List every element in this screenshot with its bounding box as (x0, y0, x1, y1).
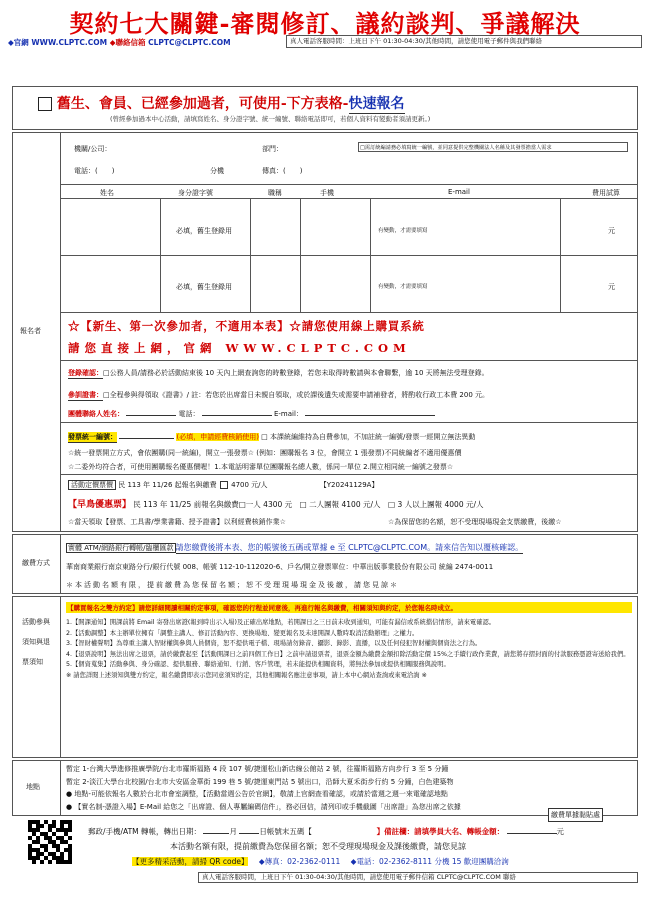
rules-head: 【購買報名之雙方約定】請您詳細閱讀相關約定事項，確認您的行程並同意後，再進行報名與繳費，相關須知與約定，於您報名時成立。 (66, 602, 632, 613)
location-item: ● 【實名制-憑證入場】E-Mail 給您之「出席證、個人專屬編碼信件」，務必回信，請列印或手機截圖「出席證」為您出席之依據 (66, 802, 461, 811)
email-link[interactable]: CLPTC@CLPTC.COM (148, 38, 231, 47)
rule-item: 2.【活動調整】本主辦單位擁有「調整主講人、修訂活動內容、更換場地、變更報名及未達開課人數時取消活動辦理」之權力。 (66, 629, 419, 637)
price-checkbox[interactable] (220, 481, 228, 489)
price-footer-right: ☆為保留您的名額，恕不受理現場現金支票繳費，後繳☆ (388, 518, 562, 526)
rules-label: 活動參與須知與退票須知 (22, 618, 50, 666)
dept-label: 部門： (262, 145, 283, 153)
fax-label: 傳真：( ) (262, 167, 303, 175)
location-label: 地點 (26, 783, 40, 791)
qr-code-icon[interactable] (28, 820, 72, 864)
payment-label: 繳費方式 (22, 559, 50, 567)
rules-list (66, 618, 632, 681)
col-id: 身分證字號 (178, 189, 213, 197)
bank-info: 華南商業銀行南京東路分行/銀行代號 008、帳號 112-10-112020-6、戶名/開立發票單位：中華出版事業股份有限公司 統編 2474-0011 (66, 563, 494, 571)
location-item: 暫定 1-台灣大學進修推廣學院/台北市羅斯福路 4 段 107 號/捷運松山新店線公館站 2 號，往羅斯福路方向步行 3 至 5 分鐘 (66, 765, 449, 773)
rule-item: 3.【智財權聲明】為尊重主講人智財權與參與人員個資，恕不提供電子檔、現場請勿錄音、攝影、錄影、直播，以及任何侵犯智財權與個資法之行為。 (66, 640, 482, 647)
service-hours-box: 真人電話客服時間：上班日下午 01:30-04:30/其他時間，請您使用電子郵件與我們聯絡 (286, 35, 642, 48)
phone-label: 電話：( ) (74, 167, 115, 175)
col-fee: 費用試算 (592, 189, 620, 197)
rule-item: ※ 請您詳閱上述須知與雙方約定，報名繳費即表示您同意須知約定，其他相關報名應注意事項，請上本中心網站查詢或來電洽詢 ※ (66, 671, 427, 679)
early-row: 【早鳥優惠票】 民 113 年 11/25 前報名與繳費□一人 4300 元 □ 二人團報 4100 元/人 □ 3 人以上團報 4000 元/人 (68, 500, 484, 510)
location-item: 暫定 2-淡江大學台北校園/台北市大安區金華街 199 巷 5 號/捷運東門站 5 號出口，沿師大夏禾街步行約 5 分鐘，白色建築物 (66, 777, 454, 786)
company-label: 機關/公司： (74, 145, 112, 153)
col-name: 姓名 (100, 189, 114, 197)
footer-service-hours: 真人電話客服時間，上班日下午 01:30-04:30/其他時間，請您使用電子郵件信箱 CLPTC@CLPTC.COM 聯絡 (198, 872, 638, 883)
changed-note: 有變動，才需要填寫 (378, 228, 428, 234)
invoice-row: 發票統一編號： (必填，申請經費核銷使用) □ 本課統編維持為自費參加，不加註統一編號/發票一經開立無法異動 (68, 433, 476, 441)
rule-item: 4.【退票說明】無法出席之退票，請於繳費起至【活動開課日之前四個工作日】之前申請退票者，退票金額為繳費金額扣除活動定價 15%之手續行政作業費，請您將存摺封面的付款服務憑證寄送給我們。 (66, 650, 630, 658)
location-item: ● 地點-可能依報名人數於台北市會室調整，【活動當週公告於官網】，敬請上官網查看確認，或請於當週之週一來電確認地點 (66, 790, 448, 798)
email-label: ◆聯絡信箱 (109, 38, 146, 47)
materials-row: 參訓證書：□全程參與得領取《證書》/ 註：若您於出席當日未親自領取，或於課後遺失或需要申請補發者，將酌收行政工本費 200 元。 (68, 391, 490, 399)
footer-contact-row: 【更多精采活動，請掃 QR code】 ◆傳真：02-2362-0111 ◆電話：02-2362-8111 分機 15 歡迎團購洽詢 (132, 857, 509, 866)
required-note-2: 必填，舊生登錄用 (176, 283, 232, 291)
quick-register-link[interactable]: 快速報名 (349, 93, 405, 114)
col-email: E-mail (448, 188, 470, 196)
payment-warn: ＊本活動名額有限，提前繳費為您保留名額；恕不受理現場現金及後繳，請您見諒＊ (66, 581, 399, 589)
fee-unit-2: 元 (608, 283, 615, 291)
invoice-star-2: ☆二委外均符合者，可使用團購報名優惠價喔！1.本電話明審單位團購報名總人數，係同一單位 2.開立相同統一編號之發票☆ (68, 463, 454, 471)
group-row: 團體聯絡人姓名： 電話： E-mail： (68, 409, 435, 419)
site-label: ◆官網 (8, 38, 29, 47)
required-note: 必填，舊生登錄用 (176, 227, 232, 235)
confirm-row: 登錄確認：□公務人員/請務必於活動結束後 10 天內上網查詢您的時數登錄，若您未取得時數請與本會聯繫，逾 10 天將無法受理登錄。 (68, 369, 489, 377)
rule-item: 1.【開課通知】開課前將 Email 寄發出席證(報到時出示入場)及正確出席地點，若開課日之三日前未收到通知，可能有漏信或系統擋信情形，請來電確認。 (66, 619, 496, 626)
member-note: (曾經參加過本中心活動，請填寫姓名、身分證字號、統一編號、聯絡電話即可，若個人資料有變動者須請更新。) (110, 115, 431, 123)
member-checkbox[interactable] (38, 97, 52, 111)
col-mobile: 手機 (320, 189, 334, 197)
applicant-label: 報名者 (20, 327, 41, 335)
page-title: 契約七大關鍵-審閱修訂、議約談判、爭議解決 (69, 9, 581, 38)
receipt-box: 繳費單據黏貼處 (548, 808, 603, 822)
location-list (66, 763, 632, 813)
member-heading: 舊生、會員、已經參加過者，可使用-下方表格-快速報名 (38, 93, 405, 114)
notice-line-2[interactable]: 請您直接上網，官網 WWW.CLPTC.COM (68, 341, 411, 355)
changed-note-2: 有變動，才需要填寫 (378, 284, 428, 290)
fee-unit: 元 (608, 227, 615, 235)
transfer-row: 郵政/手機/ATM 轉帳，轉出日期： 月 日帳號末五碼【 】備註欄：請填學員大名、轉帳金額： 元 (88, 827, 564, 836)
col-title: 職稱 (268, 189, 282, 197)
notice-line-1: ☆【新生、第一次參加者，不適用本表】☆請您使用線上購買系統 (68, 319, 425, 333)
payment-head: 實體 ATM/網路銀行轉帳/臨櫃匯款 請您繳費後將本表、您的帳號後五碼或單據 e 至 CLPTC@CLPTC.COM。請來信告知以覆核確認。 (68, 543, 524, 552)
billing-note[interactable]: □需訂統編請務必填寫統一編號，並同意提供完整機關法人名稱及其發票擔當人需求 (358, 142, 628, 152)
invoice-star-1: ☆統一發票開立方式，會依團購(同一統編)，開立一張發票☆ (例如：團購報名 3 位，會開立 1 張發票)不同統編者不適用優惠價 (68, 449, 462, 457)
ext-label: 分機 (210, 167, 224, 175)
contact-line (8, 37, 231, 48)
price-row: 活動定價票價 民 113 年 11/26 起報名與繳費 4700 元/人 【Y20241129A】 (68, 480, 378, 490)
price-footer-left: ☆當天領取【發票、工具書/學業書籍、授予證書】以利經費核銷作業☆ (68, 518, 286, 526)
site-link[interactable]: WWW.CLPTC.COM (31, 38, 108, 47)
invoice-input[interactable] (119, 438, 174, 439)
footer-notice: 本活動名額有限，提前繳費為您保留名額；恕不受理現場現金及課後繳費，請您見諒 (170, 842, 466, 851)
rule-item: 5.【個資蒐集】活動參與、身分確認、提供服務、聯絡通知、行銷、客戶管理，若未能提供相關資料，將無法參加或提供相關服務與說明。 (66, 661, 450, 668)
